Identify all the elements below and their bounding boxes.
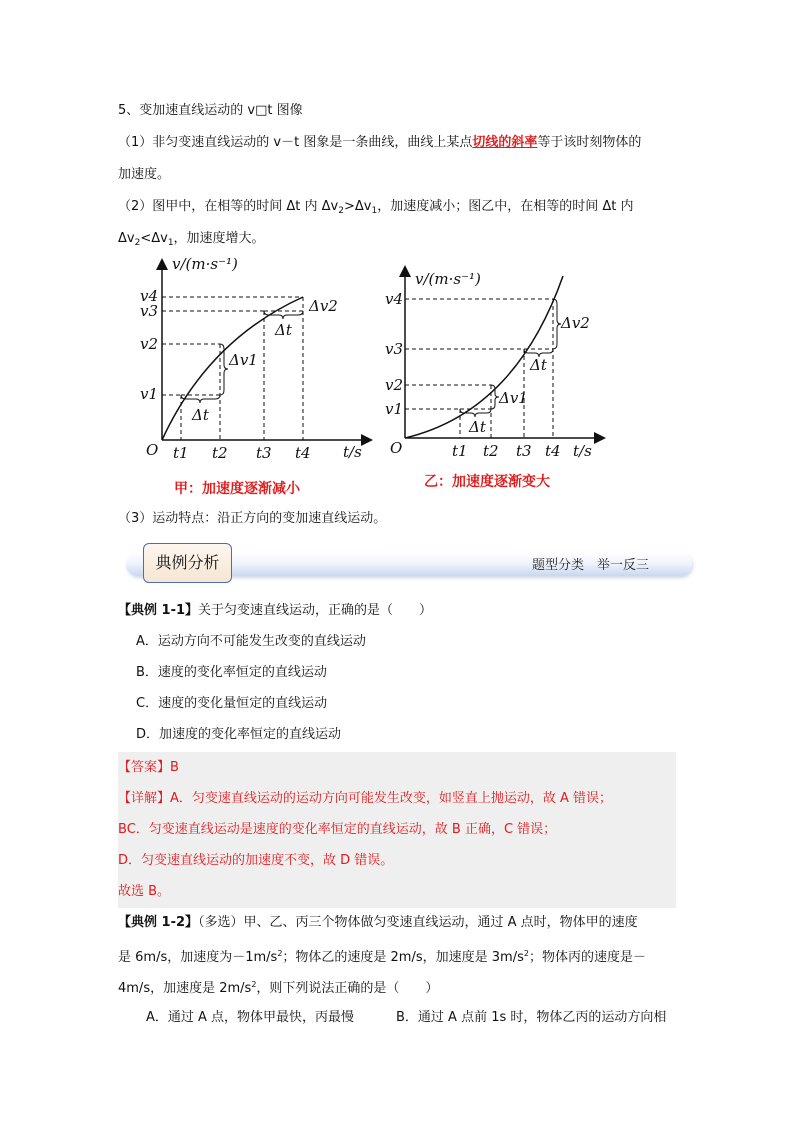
question-text: （多选）甲、乙、丙三个物体做匀变速直线运动，通过 A 点时，物体甲的速度 — [198, 915, 638, 930]
p2-sub: 1 — [167, 238, 174, 248]
p2-text: ，加速度减小；图乙中，在相等的时间 Δt 内 — [377, 199, 634, 214]
option-d: D．加速度的变化率恒定的直线运动 — [136, 727, 342, 742]
question-1-2-line-1 — [118, 913, 638, 933]
brace-dt1 — [460, 409, 491, 417]
y-axis-label: v/(m·s⁻¹) — [172, 255, 238, 273]
q2-sup: 2 — [251, 980, 257, 989]
section-heading: 5、变加速直线运动的 v□t 图像 — [118, 103, 303, 118]
q2-text: 4m/s，加速度是 2m/s — [118, 981, 252, 996]
graph-increasing-acceleration — [385, 262, 610, 467]
brace-dv1 — [491, 385, 499, 409]
explanation-line-3: D．匀变速直线运动的加速度不变，故 D 错误。 — [118, 853, 394, 868]
question-tag: 【典例 1-1】 — [118, 603, 199, 618]
tick-v1: v1 — [140, 385, 159, 403]
option-a: A．运动方向不可能发生改变的直线运动 — [136, 634, 366, 649]
explanation-line-2: BC．匀变速直线运动是速度的变化率恒定的直线运动，故 B 正确，C 错误； — [118, 822, 557, 837]
tick-v3: v3 — [140, 302, 159, 320]
explanation-line-4: 故选 B。 — [118, 884, 171, 899]
q2-text: ；物体乙的速度是 2m/s，加速度是 3m/s — [282, 950, 524, 965]
label-dt2: Δt — [530, 356, 547, 374]
option-c: C．速度的变化量恒定的直线运动 — [136, 696, 328, 711]
paragraph-3: （3）运动特点：沿正方向的变加速直线运动。 — [118, 511, 387, 526]
question-1-2-line-3 — [118, 975, 438, 999]
tick-v4: v4 — [385, 290, 404, 308]
y-axis-label: v/(m·s⁻¹) — [415, 270, 481, 288]
banner-subtitle: 题型分类 举一反三 — [532, 558, 650, 573]
q2-text: ；物体丙的速度是－ — [528, 950, 646, 965]
p2-sub: 2 — [134, 238, 141, 248]
q2-sup: 2 — [523, 949, 529, 958]
tick-v2: v2 — [140, 335, 159, 353]
brace-dt2 — [264, 311, 303, 319]
q2-option-a: A．通过 A 点，物体甲最快，丙最慢 — [146, 1010, 355, 1025]
p2-text: （2）图甲中，在相等的时间 Δt 内 Δv — [118, 199, 339, 214]
p2-sub: 2 — [338, 206, 344, 216]
caption-right: 乙：加速度逐渐变大 — [424, 474, 550, 490]
p2-text: Δv — [118, 231, 135, 246]
tick-v3: v3 — [385, 340, 404, 358]
answer-line: 【答案】B — [118, 760, 179, 775]
tick-t1: t1 — [173, 444, 189, 462]
label-dv2: Δv2 — [309, 297, 338, 315]
tick-t3: t3 — [516, 442, 532, 460]
origin-label: O — [390, 439, 403, 457]
tick-t4: t4 — [295, 444, 311, 462]
q2-sup: 2 — [277, 949, 283, 958]
paragraph-2-line-2 — [118, 229, 265, 253]
x-axis-label: t/s — [343, 443, 362, 461]
question-stem: 关于匀变速直线运动，正确的是（ ） — [198, 603, 433, 618]
tick-t1: t1 — [452, 442, 468, 460]
brace-dv1 — [220, 344, 228, 395]
origin-label: O — [146, 441, 159, 459]
tick-t2: t2 — [483, 442, 499, 460]
explanation-line-1: 【详解】A．匀变速直线运动的运动方向可能发生改变，如竖直上抛运动，故 A 错误； — [118, 791, 613, 806]
q2-option-b: B．通过 A 点前 1s 时，物体乙丙的运动方向相 — [396, 1010, 667, 1025]
p1-suffix: 等于该时刻物体的 — [537, 135, 642, 150]
tick-v4: v4 — [140, 287, 159, 305]
caption-left: 甲：加速度逐渐减小 — [174, 481, 300, 497]
question-tag: 【典例 1-2】 — [118, 915, 199, 930]
section-banner — [122, 543, 700, 587]
paragraph-2-line-1 — [118, 197, 633, 221]
q2-text: ，则下列说法正确的是（ ） — [256, 981, 439, 996]
label-dv1: Δv1 — [229, 351, 258, 369]
graph-decreasing-acceleration — [138, 255, 378, 465]
p1-prefix: （1）非匀变速直线运动的 v－t 图象是一条曲线，曲线上某点 — [118, 135, 473, 150]
paragraph-1-line-1 — [118, 133, 641, 153]
p1-highlight: 切线的斜率 — [472, 135, 538, 150]
brace-dv2 — [553, 299, 561, 349]
paragraph-1-line-2: 加速度。 — [118, 167, 171, 182]
tick-v2: v2 — [385, 376, 404, 394]
question-1-1-stem — [118, 601, 432, 621]
tick-t4: t4 — [545, 442, 561, 460]
tick-t3: t3 — [256, 444, 272, 462]
p2-text: ，加速度增大。 — [173, 231, 265, 246]
x-axis-label: t/s — [573, 442, 592, 460]
option-b: B．速度的变化率恒定的直线运动 — [136, 665, 327, 680]
p2-sub: 1 — [371, 206, 378, 216]
tick-v1: v1 — [385, 400, 404, 418]
question-1-2-line-2 — [118, 944, 646, 968]
label-dt1: Δt — [469, 418, 486, 436]
q2-text: 是 6m/s，加速度为－1m/s — [118, 950, 278, 965]
p2-text: <Δv — [140, 231, 168, 246]
label-dv1: Δv1 — [499, 389, 528, 407]
p2-text: >Δv — [343, 199, 372, 214]
tick-t2: t2 — [212, 444, 228, 462]
label-dt1: Δt — [192, 406, 209, 424]
banner-label: 典例分析 — [143, 543, 232, 583]
label-dv2: Δv2 — [561, 314, 590, 332]
label-dt2: Δt — [275, 321, 292, 339]
